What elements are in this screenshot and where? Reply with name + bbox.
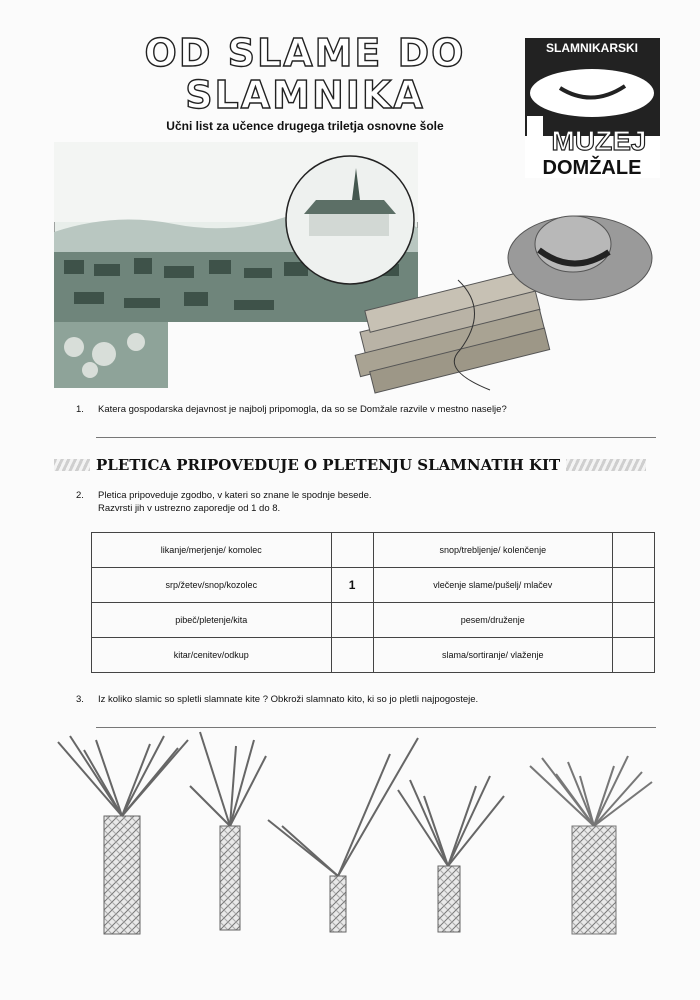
table-cell-words: likanje/merjenje/ komolec	[92, 533, 332, 568]
table-cell-number-input[interactable]	[331, 638, 373, 673]
section-heading-text: PLETICA PRIPOVEDUJE O PLETENJU SLAMNATIH KIT	[90, 454, 566, 476]
braid-option-5[interactable]	[530, 756, 652, 934]
question-2-line-1: Pletica pripoveduje zgodbo, v kateri so znane le spodnje besede.	[98, 490, 372, 501]
question-1-text: Katera gospodarska dejavnost je najbolj pripomogla, da so se Domžale razvile v mestno naselje?	[98, 404, 507, 415]
question-3-number: 3.	[76, 694, 84, 705]
question-1	[76, 403, 656, 416]
question-3	[76, 693, 656, 706]
answer-line-1[interactable]	[96, 437, 656, 438]
table-cell-number-input[interactable]	[613, 638, 655, 673]
braid-option-3[interactable]	[268, 738, 418, 932]
logo-bottom-text: DOMŽALE	[542, 157, 642, 178]
question-2-line-2: Razvrsti jih v ustrezno zaporedje od 1 do 8.	[98, 503, 281, 514]
logo-top-text: SLAMNIKARSKI	[546, 41, 638, 55]
table-cell-number-input[interactable]	[613, 568, 655, 603]
museum-logo	[525, 38, 660, 178]
logo-word: MUZEJ	[551, 125, 647, 156]
page-title	[120, 32, 490, 116]
table-cell-number-input[interactable]	[331, 533, 373, 568]
table-row	[92, 568, 655, 603]
table-cell-words: slama/sortiranje/ vlaženje	[373, 638, 613, 673]
table-cell-words: vlečenje slame/pušelj/ mlačev	[373, 568, 613, 603]
title-line-1: OD SLAME DO	[144, 31, 466, 75]
table-cell-words: kitar/cenitev/odkup	[92, 638, 332, 673]
hat-icon	[530, 69, 654, 117]
braid-option-2[interactable]	[190, 732, 266, 930]
straw-braids-illustration	[40, 726, 670, 946]
table-row	[92, 533, 655, 568]
section-heading	[54, 454, 646, 476]
table-cell-number-input[interactable]	[613, 533, 655, 568]
table-row	[92, 638, 655, 673]
table-cell-number-input[interactable]: 1	[331, 568, 373, 603]
table-cell-number-input[interactable]	[331, 603, 373, 638]
table-cell-words: pibeč/pletenje/kita	[92, 603, 332, 638]
title-line-2: SLAMNIKA	[185, 73, 425, 117]
table-cell-words: pesem/druženje	[373, 603, 613, 638]
sorting-table	[91, 532, 655, 673]
question-2	[76, 489, 656, 515]
question-3-text: Iz koliko slamic so spletli slamnate kite ? Obkroži slamnato kito, ki so jo pletli najpogosteje.	[98, 694, 479, 705]
straw-hat-image	[505, 198, 655, 308]
subtitle: Učni list za učence drugega triletja osnovne šole	[166, 119, 444, 133]
question-2-number: 2.	[76, 490, 84, 501]
question-1-number: 1.	[76, 404, 84, 415]
braid-option-4[interactable]	[398, 776, 504, 932]
table-cell-number-input[interactable]	[613, 603, 655, 638]
table-cell-words: snop/trebljenje/ kolenčenje	[373, 533, 613, 568]
table-cell-words: srp/žetev/snop/kozolec	[92, 568, 332, 603]
braid-option-1[interactable]	[58, 736, 188, 934]
table-row	[92, 603, 655, 638]
